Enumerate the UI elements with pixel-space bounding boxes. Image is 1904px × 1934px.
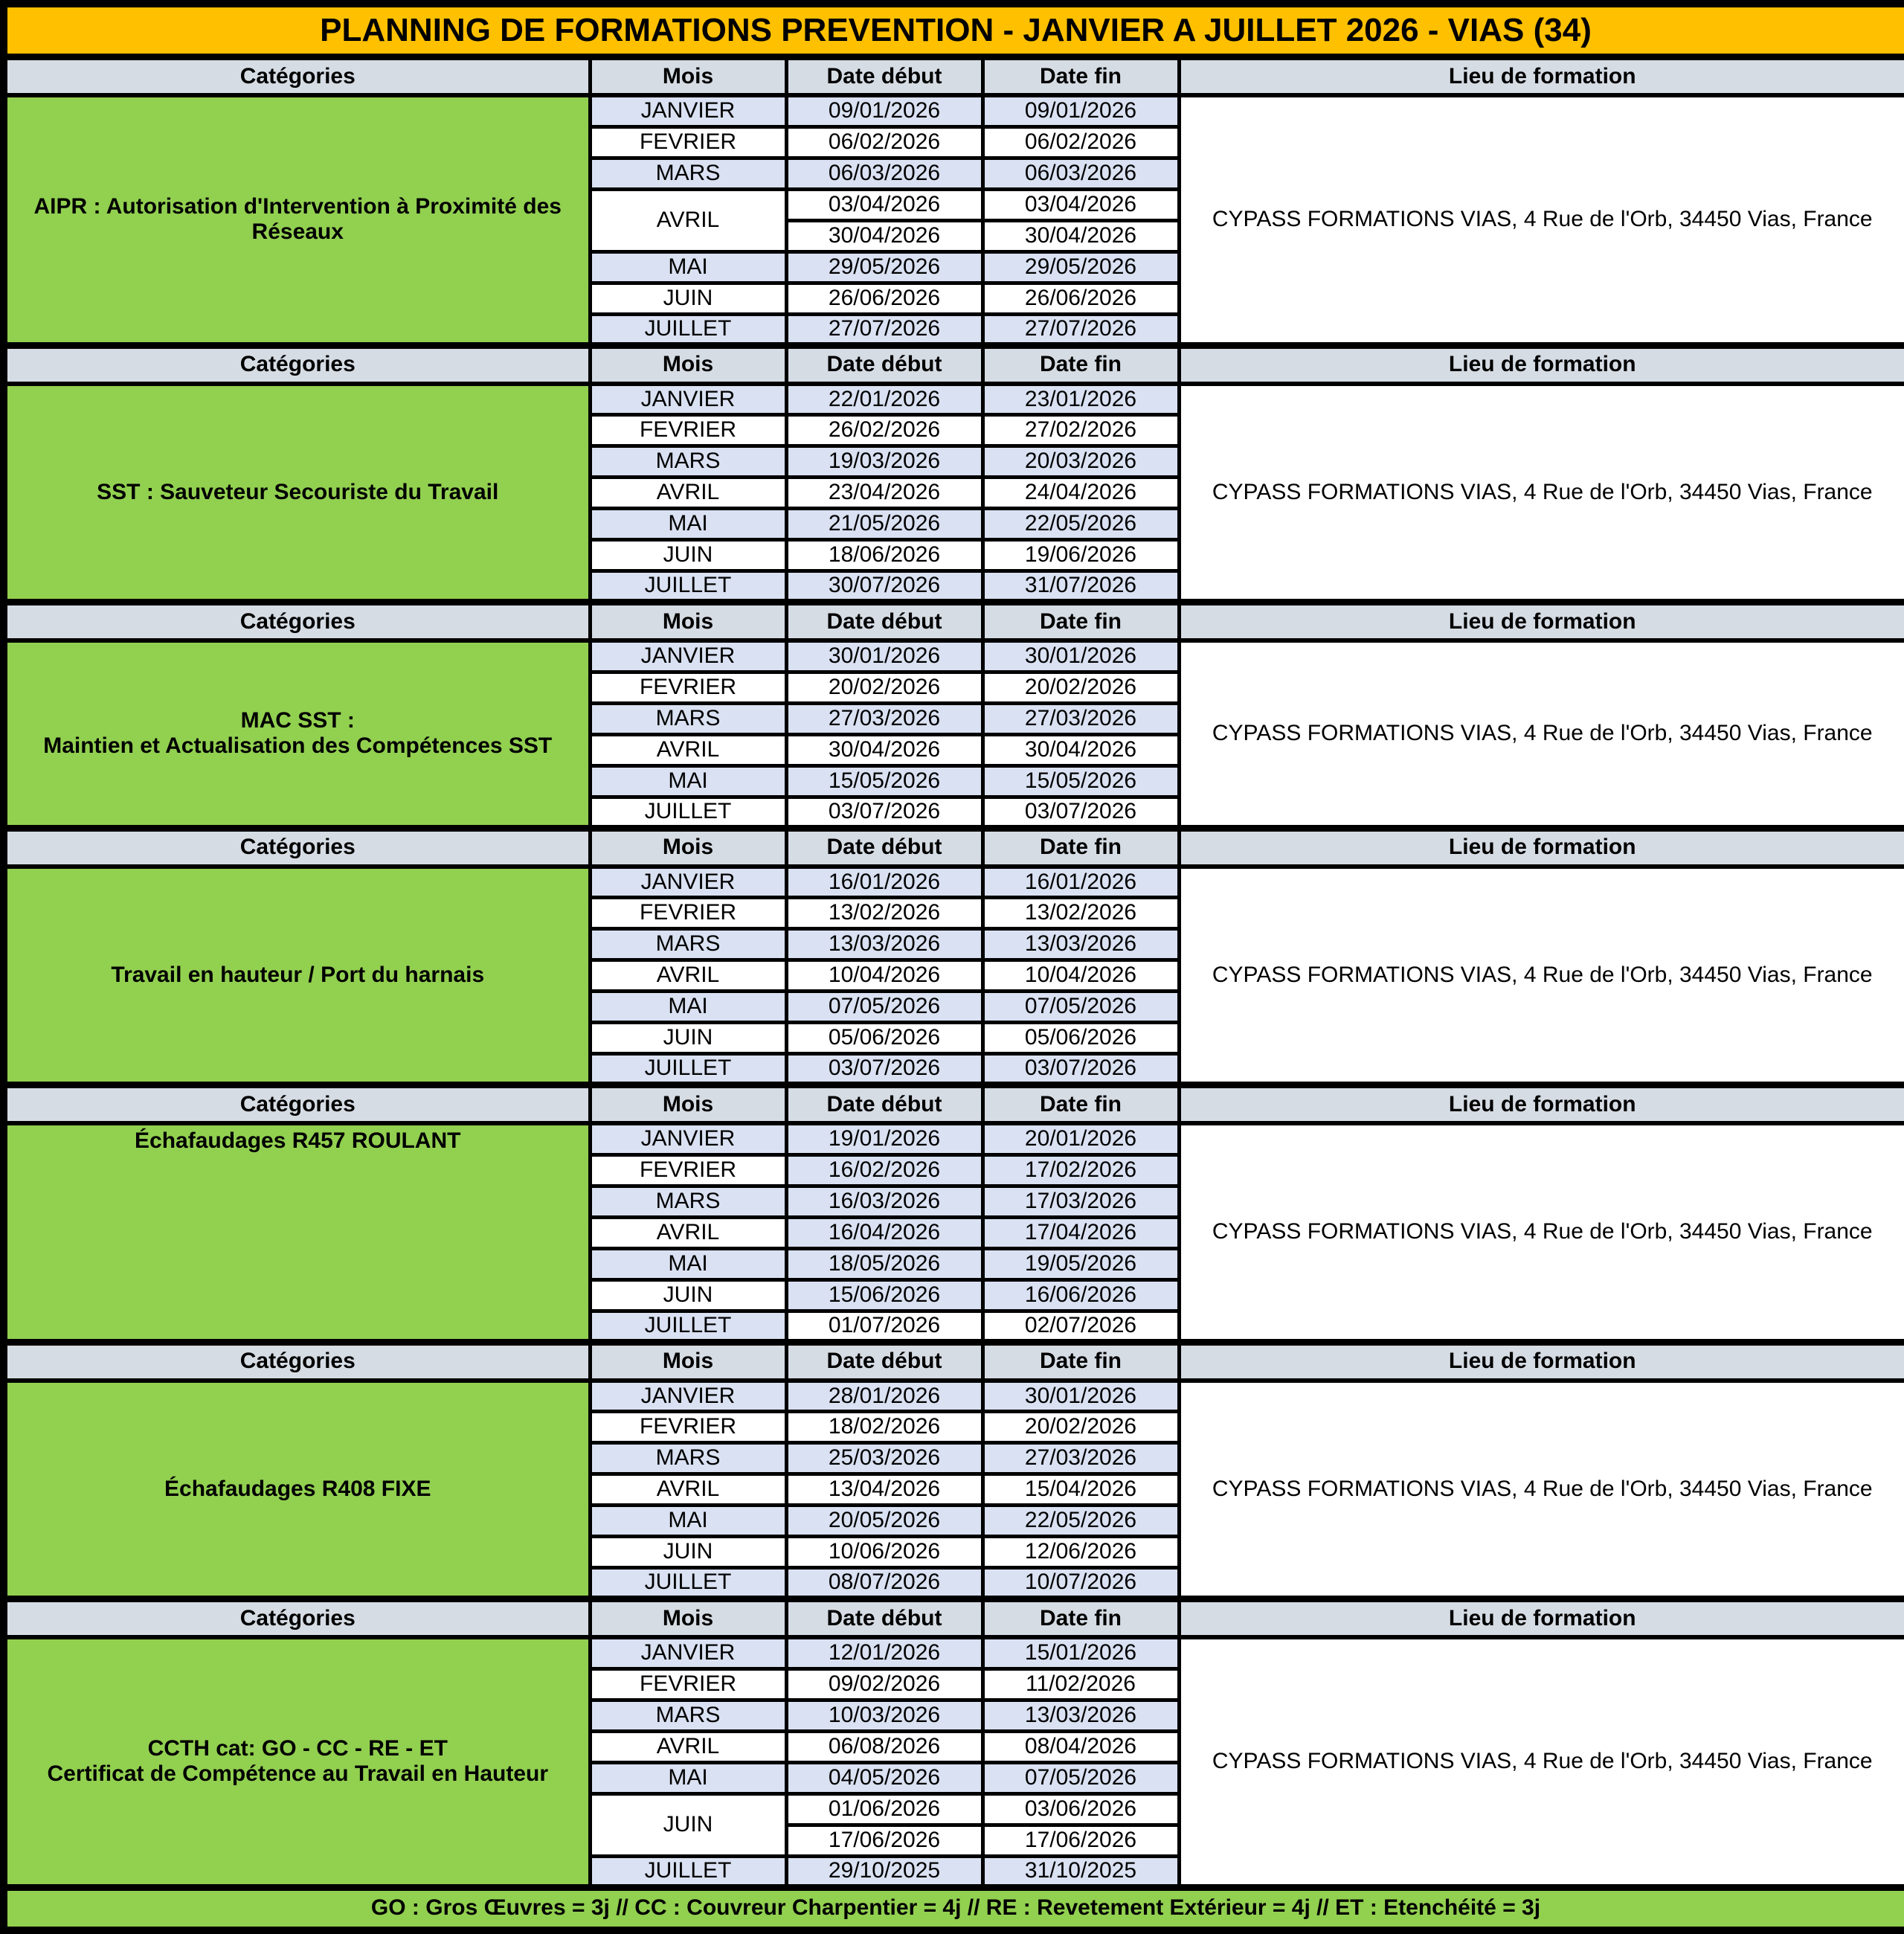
category-cell: MAC SST : Maintien et Actualisation des Compétences SST (4, 640, 590, 828)
date-end-cell: 15/01/2026 (982, 1637, 1179, 1668)
date-start-cell: 15/05/2026 (786, 765, 982, 797)
month-cell: JUIN (590, 1793, 786, 1856)
date-start-cell: 20/02/2026 (786, 672, 982, 703)
month-cell: JUILLET (590, 1311, 786, 1342)
section-header-row (4, 828, 1904, 867)
month-cell: JANVIER (590, 384, 786, 415)
legend-text: GO : Gros Œuvres = 3j // CC : Couvreur Charpentier = 4j // RE : Revetement Extérieur = 4j // ET : Etenchéité = 3j (4, 1887, 1904, 1930)
column-header-3: Date fin (982, 1599, 1179, 1638)
month-cell: JUIN (590, 283, 786, 314)
column-header-1: Mois (590, 57, 786, 96)
date-start-cell: 09/01/2026 (786, 95, 982, 126)
date-start-cell: 09/02/2026 (786, 1668, 982, 1700)
column-header-4: Lieu de formation (1179, 603, 1904, 641)
date-start-cell: 10/06/2026 (786, 1537, 982, 1568)
column-header-0: Catégories (4, 1085, 590, 1124)
date-end-cell: 03/06/2026 (982, 1793, 1179, 1825)
date-start-cell: 10/03/2026 (786, 1700, 982, 1731)
column-header-0: Catégories (4, 603, 590, 641)
month-cell: MAI (590, 992, 786, 1023)
date-start-cell: 18/06/2026 (786, 540, 982, 571)
date-start-cell: 19/01/2026 (786, 1123, 982, 1154)
date-start-cell: 03/07/2026 (786, 797, 982, 828)
date-end-cell: 30/04/2026 (982, 734, 1179, 765)
date-end-cell: 30/01/2026 (982, 640, 1179, 672)
location-cell: CYPASS FORMATIONS VIAS, 4 Rue de l'Orb, 34450 Vias, France (1179, 1123, 1904, 1342)
date-end-cell: 27/02/2026 (982, 415, 1179, 446)
column-header-1: Mois (590, 345, 786, 384)
column-header-2: Date début (786, 1085, 982, 1124)
column-header-1: Mois (590, 603, 786, 641)
schedule-row (4, 640, 1904, 672)
location-cell: CYPASS FORMATIONS VIAS, 4 Rue de l'Orb, 34450 Vias, France (1179, 1381, 1904, 1599)
date-end-cell: 20/02/2026 (982, 1412, 1179, 1443)
date-end-cell: 26/06/2026 (982, 283, 1179, 314)
date-end-cell: 02/07/2026 (982, 1311, 1179, 1342)
date-end-cell: 20/02/2026 (982, 672, 1179, 703)
month-cell: JUILLET (590, 1054, 786, 1085)
date-end-cell: 19/05/2026 (982, 1248, 1179, 1279)
month-cell: AVRIL (590, 189, 786, 251)
column-header-3: Date fin (982, 57, 1179, 96)
date-end-cell: 17/03/2026 (982, 1186, 1179, 1217)
schedule-row (4, 867, 1904, 898)
column-header-1: Mois (590, 1342, 786, 1381)
date-end-cell: 29/05/2026 (982, 251, 1179, 283)
date-start-cell: 13/04/2026 (786, 1474, 982, 1506)
date-start-cell: 25/03/2026 (786, 1443, 982, 1474)
section-header-row (4, 1342, 1904, 1381)
date-start-cell: 03/07/2026 (786, 1054, 982, 1085)
date-start-cell: 19/03/2026 (786, 446, 982, 478)
month-cell: JUIN (590, 540, 786, 571)
section-header-row (4, 57, 1904, 96)
date-end-cell: 20/03/2026 (982, 446, 1179, 478)
date-end-cell: 08/04/2026 (982, 1731, 1179, 1762)
date-end-cell: 12/06/2026 (982, 1537, 1179, 1568)
month-cell: FEVRIER (590, 415, 786, 446)
date-start-cell: 16/02/2026 (786, 1154, 982, 1186)
date-start-cell: 28/01/2026 (786, 1381, 982, 1412)
column-header-1: Mois (590, 1599, 786, 1638)
month-cell: FEVRIER (590, 1412, 786, 1443)
date-start-cell: 30/07/2026 (786, 571, 982, 603)
month-cell: FEVRIER (590, 898, 786, 929)
date-start-cell: 22/01/2026 (786, 384, 982, 415)
date-start-cell: 30/04/2026 (786, 220, 982, 251)
schedule-row (4, 1381, 1904, 1412)
column-header-3: Date fin (982, 345, 1179, 384)
location-cell: CYPASS FORMATIONS VIAS, 4 Rue de l'Orb, 34450 Vias, France (1179, 867, 1904, 1085)
date-end-cell: 17/04/2026 (982, 1217, 1179, 1248)
schedule-row (4, 1637, 1904, 1668)
month-cell: JANVIER (590, 1381, 786, 1412)
month-cell: JUILLET (590, 797, 786, 828)
date-start-cell: 06/02/2026 (786, 126, 982, 158)
date-end-cell: 13/03/2026 (982, 1700, 1179, 1731)
location-cell: CYPASS FORMATIONS VIAS, 4 Rue de l'Orb, 34450 Vias, France (1179, 384, 1904, 603)
date-end-cell: 17/02/2026 (982, 1154, 1179, 1186)
month-cell: JUIN (590, 1023, 786, 1054)
column-header-4: Lieu de formation (1179, 828, 1904, 867)
date-end-cell: 15/05/2026 (982, 765, 1179, 797)
date-end-cell: 03/04/2026 (982, 189, 1179, 220)
schedule-row (4, 95, 1904, 126)
date-start-cell: 26/02/2026 (786, 415, 982, 446)
month-cell: AVRIL (590, 1474, 786, 1506)
date-end-cell: 30/01/2026 (982, 1381, 1179, 1412)
date-end-cell: 27/03/2026 (982, 1443, 1179, 1474)
month-cell: MARS (590, 703, 786, 734)
month-cell: FEVRIER (590, 1154, 786, 1186)
month-cell: MARS (590, 446, 786, 478)
month-cell: JANVIER (590, 1123, 786, 1154)
category-cell: SST : Sauveteur Secouriste du Travail (4, 384, 590, 603)
column-header-3: Date fin (982, 1342, 1179, 1381)
month-cell: MARS (590, 929, 786, 960)
title-row (4, 4, 1904, 57)
month-cell: JANVIER (590, 640, 786, 672)
date-start-cell: 05/06/2026 (786, 1023, 982, 1054)
date-start-cell: 27/03/2026 (786, 703, 982, 734)
column-header-3: Date fin (982, 603, 1179, 641)
date-start-cell: 03/04/2026 (786, 189, 982, 220)
schedule-row (4, 1123, 1904, 1154)
date-start-cell: 18/05/2026 (786, 1248, 982, 1279)
month-cell: JUILLET (590, 571, 786, 603)
date-end-cell: 03/07/2026 (982, 1054, 1179, 1085)
month-cell: JUILLET (590, 314, 786, 345)
date-end-cell: 09/01/2026 (982, 95, 1179, 126)
column-header-0: Catégories (4, 57, 590, 96)
date-start-cell: 04/05/2026 (786, 1762, 982, 1793)
month-cell: AVRIL (590, 1217, 786, 1248)
date-end-cell: 10/07/2026 (982, 1568, 1179, 1599)
date-start-cell: 06/03/2026 (786, 158, 982, 189)
month-cell: AVRIL (590, 478, 786, 509)
category-cell: AIPR : Autorisation d'Intervention à Proximité des Réseaux (4, 95, 590, 345)
category-cell: CCTH cat: GO - CC - RE - ET Certificat de Compétence au Travail en Hauteur (4, 1637, 590, 1887)
section-header-row (4, 1085, 1904, 1124)
date-end-cell: 16/06/2026 (982, 1279, 1179, 1311)
month-cell: JUIN (590, 1279, 786, 1311)
column-header-2: Date début (786, 828, 982, 867)
month-cell: MARS (590, 1443, 786, 1474)
date-end-cell: 23/01/2026 (982, 384, 1179, 415)
month-cell: JANVIER (590, 867, 786, 898)
date-start-cell: 17/06/2026 (786, 1825, 982, 1856)
date-start-cell: 01/07/2026 (786, 1311, 982, 1342)
date-start-cell: 08/07/2026 (786, 1568, 982, 1599)
date-end-cell: 05/06/2026 (982, 1023, 1179, 1054)
month-cell: JUIN (590, 1537, 786, 1568)
date-end-cell: 15/04/2026 (982, 1474, 1179, 1506)
date-end-cell: 07/05/2026 (982, 1762, 1179, 1793)
column-header-0: Catégories (4, 1599, 590, 1638)
column-header-1: Mois (590, 828, 786, 867)
location-cell: CYPASS FORMATIONS VIAS, 4 Rue de l'Orb, 34450 Vias, France (1179, 1637, 1904, 1887)
date-start-cell: 20/05/2026 (786, 1506, 982, 1537)
date-end-cell: 06/03/2026 (982, 158, 1179, 189)
date-start-cell: 27/07/2026 (786, 314, 982, 345)
month-cell: MAI (590, 251, 786, 283)
section-header-row (4, 345, 1904, 384)
column-header-0: Catégories (4, 1342, 590, 1381)
date-start-cell: 29/05/2026 (786, 251, 982, 283)
date-end-cell: 31/07/2026 (982, 571, 1179, 603)
month-cell: AVRIL (590, 1731, 786, 1762)
month-cell: MAI (590, 1506, 786, 1537)
month-cell: MAI (590, 509, 786, 540)
page-title: PLANNING DE FORMATIONS PREVENTION - JANVIER A JUILLET 2026 - VIAS (34) (4, 4, 1904, 57)
date-start-cell: 16/04/2026 (786, 1217, 982, 1248)
date-start-cell: 30/01/2026 (786, 640, 982, 672)
date-start-cell: 01/06/2026 (786, 1793, 982, 1825)
date-end-cell: 20/01/2026 (982, 1123, 1179, 1154)
column-header-3: Date fin (982, 1085, 1179, 1124)
month-cell: AVRIL (590, 734, 786, 765)
column-header-2: Date début (786, 1599, 982, 1638)
schedule-row (4, 384, 1904, 415)
date-start-cell: 16/03/2026 (786, 1186, 982, 1217)
date-end-cell: 27/07/2026 (982, 314, 1179, 345)
date-end-cell: 13/03/2026 (982, 929, 1179, 960)
date-start-cell: 12/01/2026 (786, 1637, 982, 1668)
column-header-4: Lieu de formation (1179, 345, 1904, 384)
column-header-0: Catégories (4, 828, 590, 867)
column-header-4: Lieu de formation (1179, 1085, 1904, 1124)
month-cell: JANVIER (590, 95, 786, 126)
month-cell: MAI (590, 1762, 786, 1793)
location-cell: CYPASS FORMATIONS VIAS, 4 Rue de l'Orb, 34450 Vias, France (1179, 640, 1904, 828)
date-end-cell: 07/05/2026 (982, 992, 1179, 1023)
date-end-cell: 13/02/2026 (982, 898, 1179, 929)
month-cell: AVRIL (590, 960, 786, 992)
column-header-4: Lieu de formation (1179, 1599, 1904, 1638)
date-start-cell: 29/10/2025 (786, 1856, 982, 1887)
date-end-cell: 30/04/2026 (982, 220, 1179, 251)
month-cell: MAI (590, 765, 786, 797)
date-start-cell: 21/05/2026 (786, 509, 982, 540)
sections-body (4, 57, 1904, 1888)
category-cell: Travail en hauteur / Port du harnais (4, 867, 590, 1085)
column-header-1: Mois (590, 1085, 786, 1124)
date-end-cell: 03/07/2026 (982, 797, 1179, 828)
month-cell: MARS (590, 158, 786, 189)
date-end-cell: 31/10/2025 (982, 1856, 1179, 1887)
date-end-cell: 22/05/2026 (982, 1506, 1179, 1537)
date-start-cell: 15/06/2026 (786, 1279, 982, 1311)
month-cell: FEVRIER (590, 672, 786, 703)
month-cell: JANVIER (590, 1637, 786, 1668)
month-cell: FEVRIER (590, 1668, 786, 1700)
date-start-cell: 13/02/2026 (786, 898, 982, 929)
column-header-2: Date début (786, 1342, 982, 1381)
date-start-cell: 30/04/2026 (786, 734, 982, 765)
date-end-cell: 10/04/2026 (982, 960, 1179, 992)
column-header-4: Lieu de formation (1179, 57, 1904, 96)
month-cell: FEVRIER (590, 126, 786, 158)
date-start-cell: 10/04/2026 (786, 960, 982, 992)
category-cell: Échafaudages R457 ROULANT (4, 1123, 590, 1342)
column-header-0: Catégories (4, 345, 590, 384)
month-cell: MARS (590, 1700, 786, 1731)
column-header-2: Date début (786, 345, 982, 384)
date-end-cell: 19/06/2026 (982, 540, 1179, 571)
month-cell: JUILLET (590, 1568, 786, 1599)
month-cell: JUILLET (590, 1856, 786, 1887)
date-end-cell: 11/02/2026 (982, 1668, 1179, 1700)
date-end-cell: 16/01/2026 (982, 867, 1179, 898)
month-cell: MARS (590, 1186, 786, 1217)
date-end-cell: 27/03/2026 (982, 703, 1179, 734)
section-header-row (4, 603, 1904, 641)
date-start-cell: 07/05/2026 (786, 992, 982, 1023)
date-end-cell: 22/05/2026 (982, 509, 1179, 540)
section-header-row (4, 1599, 1904, 1638)
column-header-2: Date début (786, 603, 982, 641)
column-header-2: Date début (786, 57, 982, 96)
date-start-cell: 13/03/2026 (786, 929, 982, 960)
date-start-cell: 06/08/2026 (786, 1731, 982, 1762)
month-cell: MAI (590, 1248, 786, 1279)
date-start-cell: 26/06/2026 (786, 283, 982, 314)
date-end-cell: 24/04/2026 (982, 478, 1179, 509)
location-cell: CYPASS FORMATIONS VIAS, 4 Rue de l'Orb, 34450 Vias, France (1179, 95, 1904, 345)
column-header-3: Date fin (982, 828, 1179, 867)
column-header-4: Lieu de formation (1179, 1342, 1904, 1381)
date-end-cell: 17/06/2026 (982, 1825, 1179, 1856)
date-start-cell: 18/02/2026 (786, 1412, 982, 1443)
date-end-cell: 06/02/2026 (982, 126, 1179, 158)
date-start-cell: 16/01/2026 (786, 867, 982, 898)
category-cell: Échafaudages R408 FIXE (4, 1381, 590, 1599)
date-start-cell: 23/04/2026 (786, 478, 982, 509)
